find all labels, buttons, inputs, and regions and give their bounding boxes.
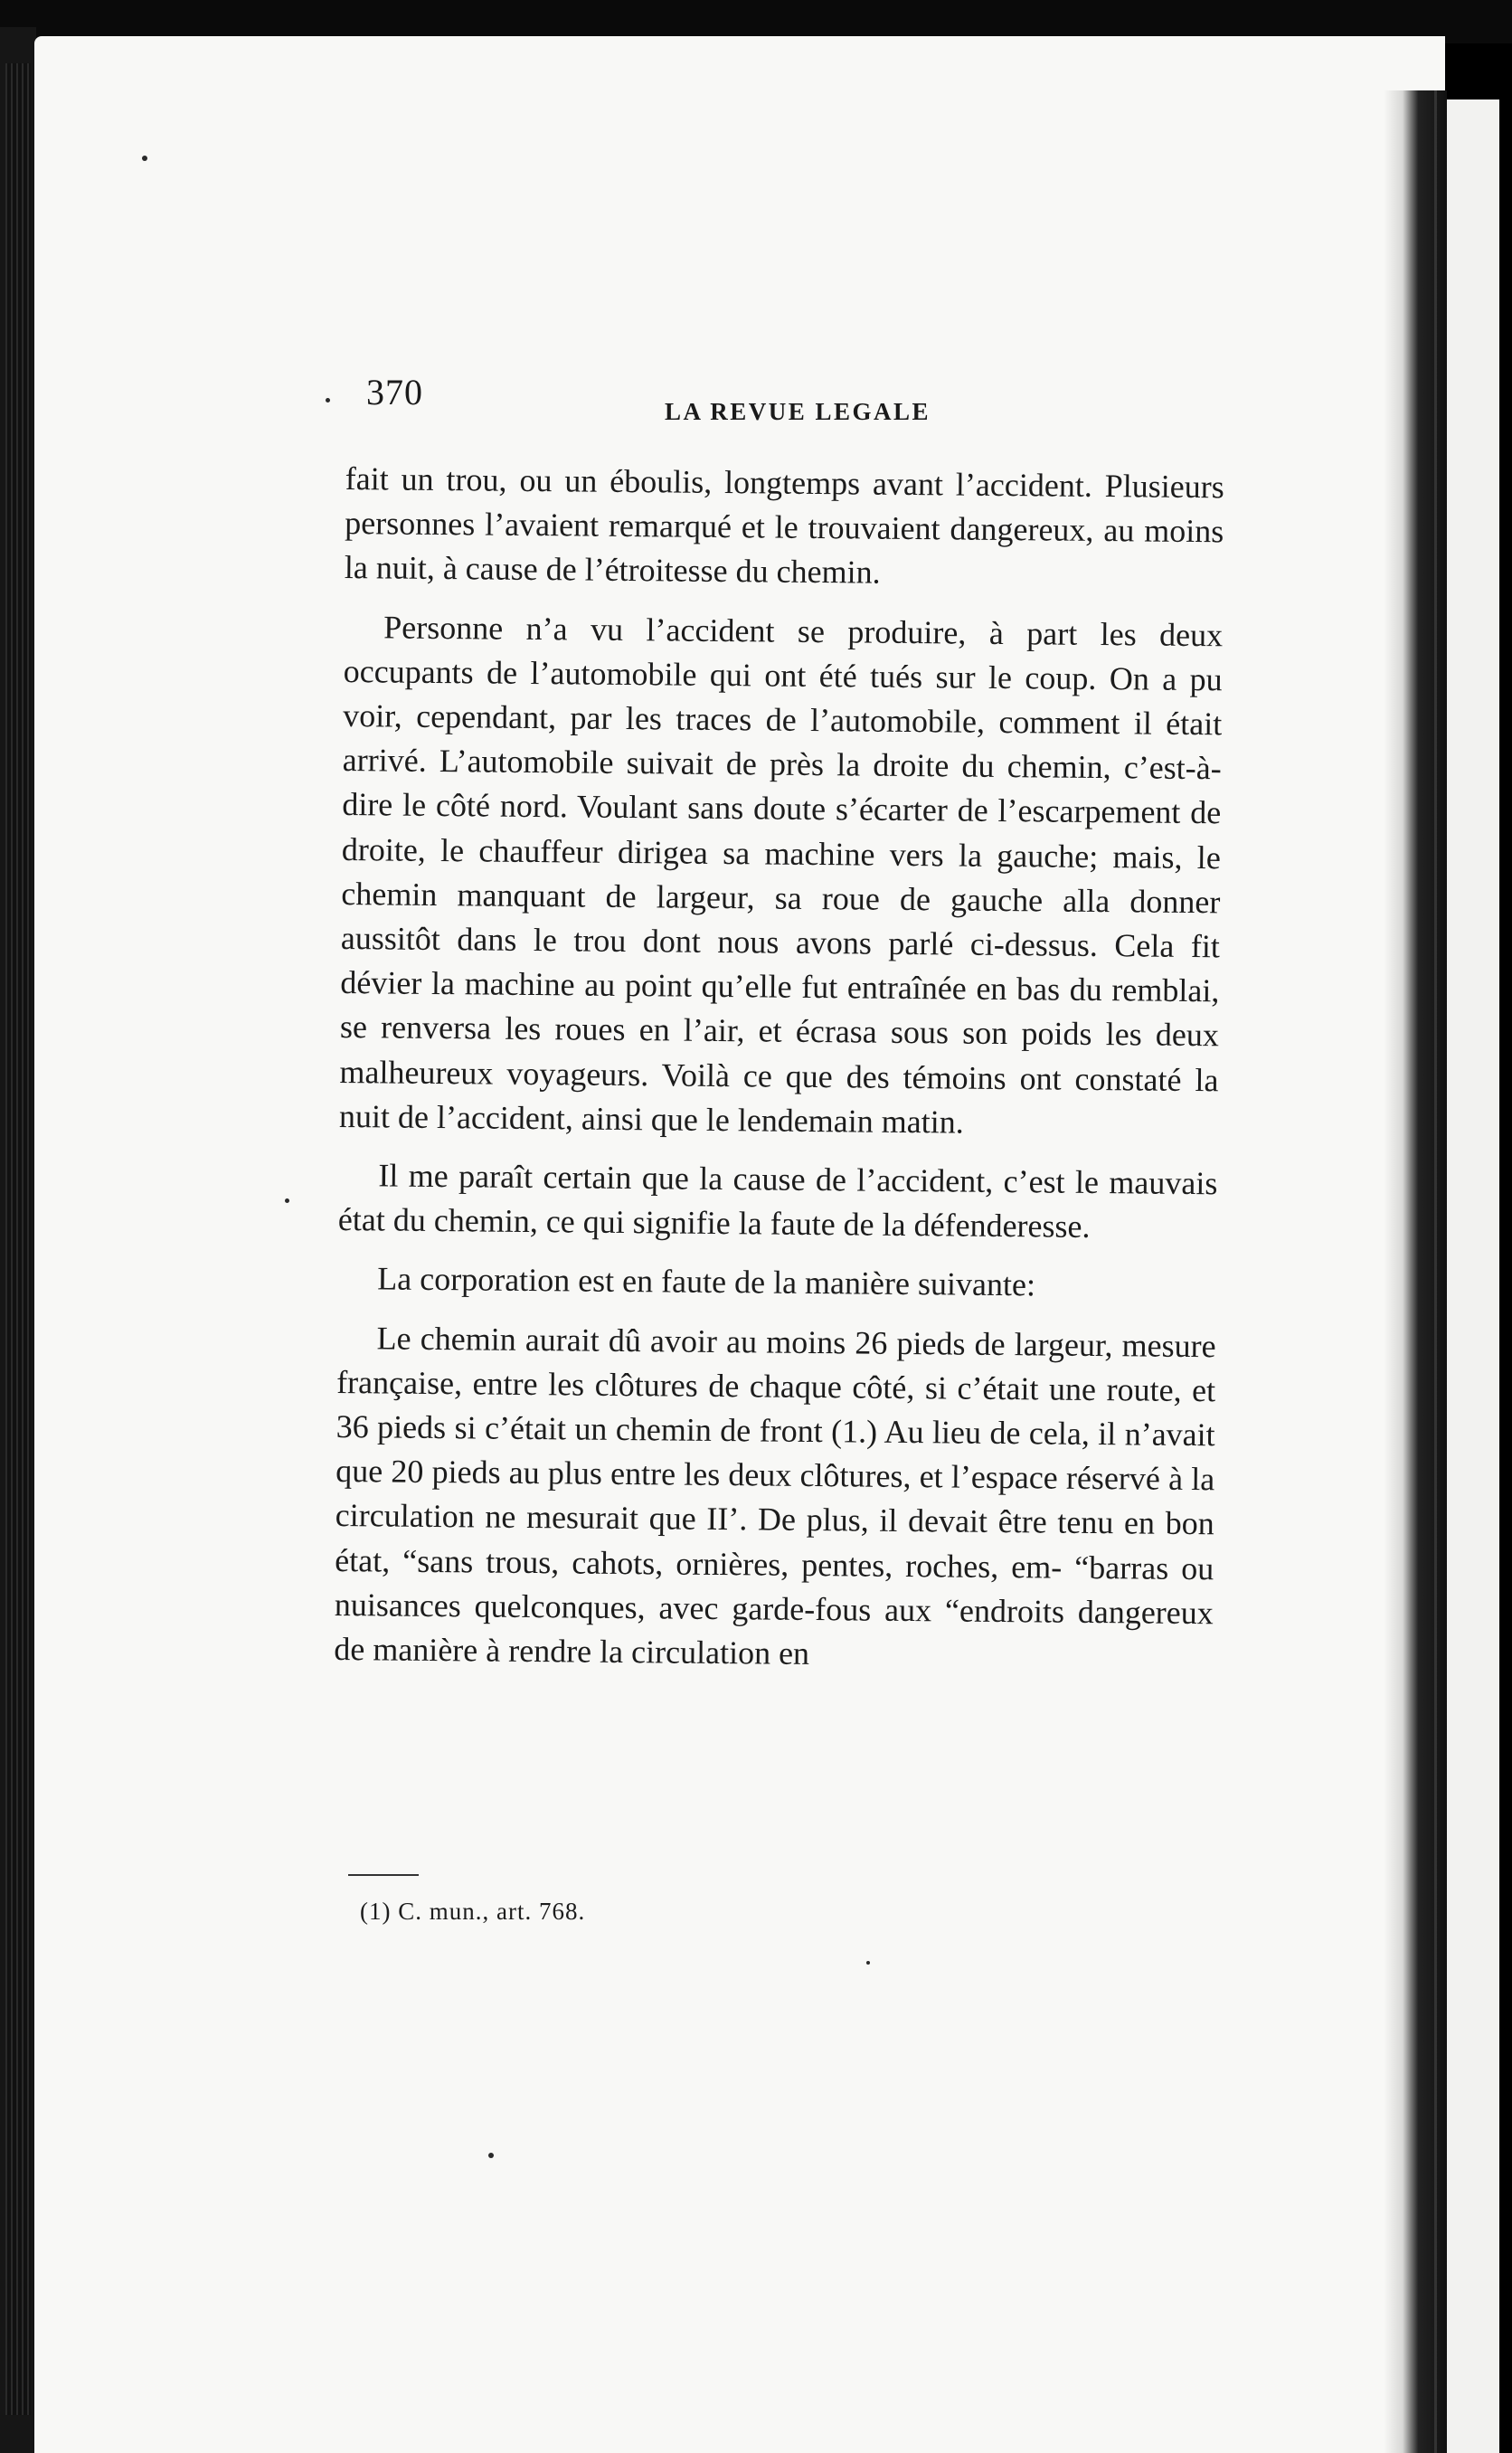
paragraph: La corporation est en faute de la manière suivante: xyxy=(377,1260,1036,1303)
page-number: 370 xyxy=(366,372,423,412)
paragraph: fait un trou, ou un éboulis, longtemps avant l’accident. Plusieurs personnes l’avaient remarqué et le trouvaient dangereux, au moins la nuit, à cause de l’étroitesse du chemin. xyxy=(344,459,1224,592)
scan-speck xyxy=(142,156,147,161)
scan-speck xyxy=(488,2153,494,2158)
footnote-rule xyxy=(348,1874,419,1876)
paragraph: Le chemin aurait dû avoir au moins 26 pieds de largeur, mesure française, entre les clôtures de chaque côté, si c’était une route, et 36 pieds si c’était un chemin de front (1.) Au lieu de cela, il n’avait que 20 pieds au plus entre les deux clôtures, et l’espace réservé à la circulation ne mesurait que II’. De plus, il devait être tenu en bon état, “sans trous, cahots, ornières, pentes, roches, em- “barras ou nuisances quelconques, avec garde-fous aux “endroits dangereux de manière à rendre la circulation en xyxy=(334,1320,1216,1672)
scan-speck xyxy=(326,398,330,403)
body-text xyxy=(334,457,1224,1695)
scan-speck xyxy=(285,1198,289,1203)
page-gutter-shadow xyxy=(1384,90,1447,2453)
paragraph: Il me paraît certain que la cause de l’accident, c’est le mauvais état du chemin, ce qui signifie la faute de la défenderesse. xyxy=(337,1157,1218,1245)
paragraph: Personne n’a vu l’accident se produire, à part les deux occupants de l’automobile qui ont été tués sur le coup. On a pu voir, cependant, par les traces de l’automobile, comment il était arrivé. L’automobile suivait de près la droite du chemin, c’est-à-dire le côté nord. Voulant sans doute s’écarter de l’escarpement de droite, le chauffeur dirigea sa machine vers la gauche; mais, le chemin manquant de largeur, sa roue de gauche alla donner aussitôt dans le trou dont nous avons parlé ci-dessus. Cela fit dévier la machine au point qu’elle fut entraînée en bas du remblai, se renversa les roues en l’air, et écrasa sous son poids les deux malheureux voyageurs. Voilà ce que des témoins ont constaté la nuit de l’accident, ainsi que le lendemain matin. xyxy=(338,609,1224,1141)
running-head: LA REVUE LEGALE xyxy=(665,398,931,425)
scan-speck xyxy=(866,1961,870,1965)
next-page-sliver xyxy=(1445,99,1499,2453)
page-fold-line xyxy=(1434,90,1437,2453)
footnote: (1) C. mun., art. 768. xyxy=(360,1898,586,1925)
stacked-pages-edge xyxy=(5,63,31,2415)
book-spine-edge xyxy=(0,27,36,2453)
